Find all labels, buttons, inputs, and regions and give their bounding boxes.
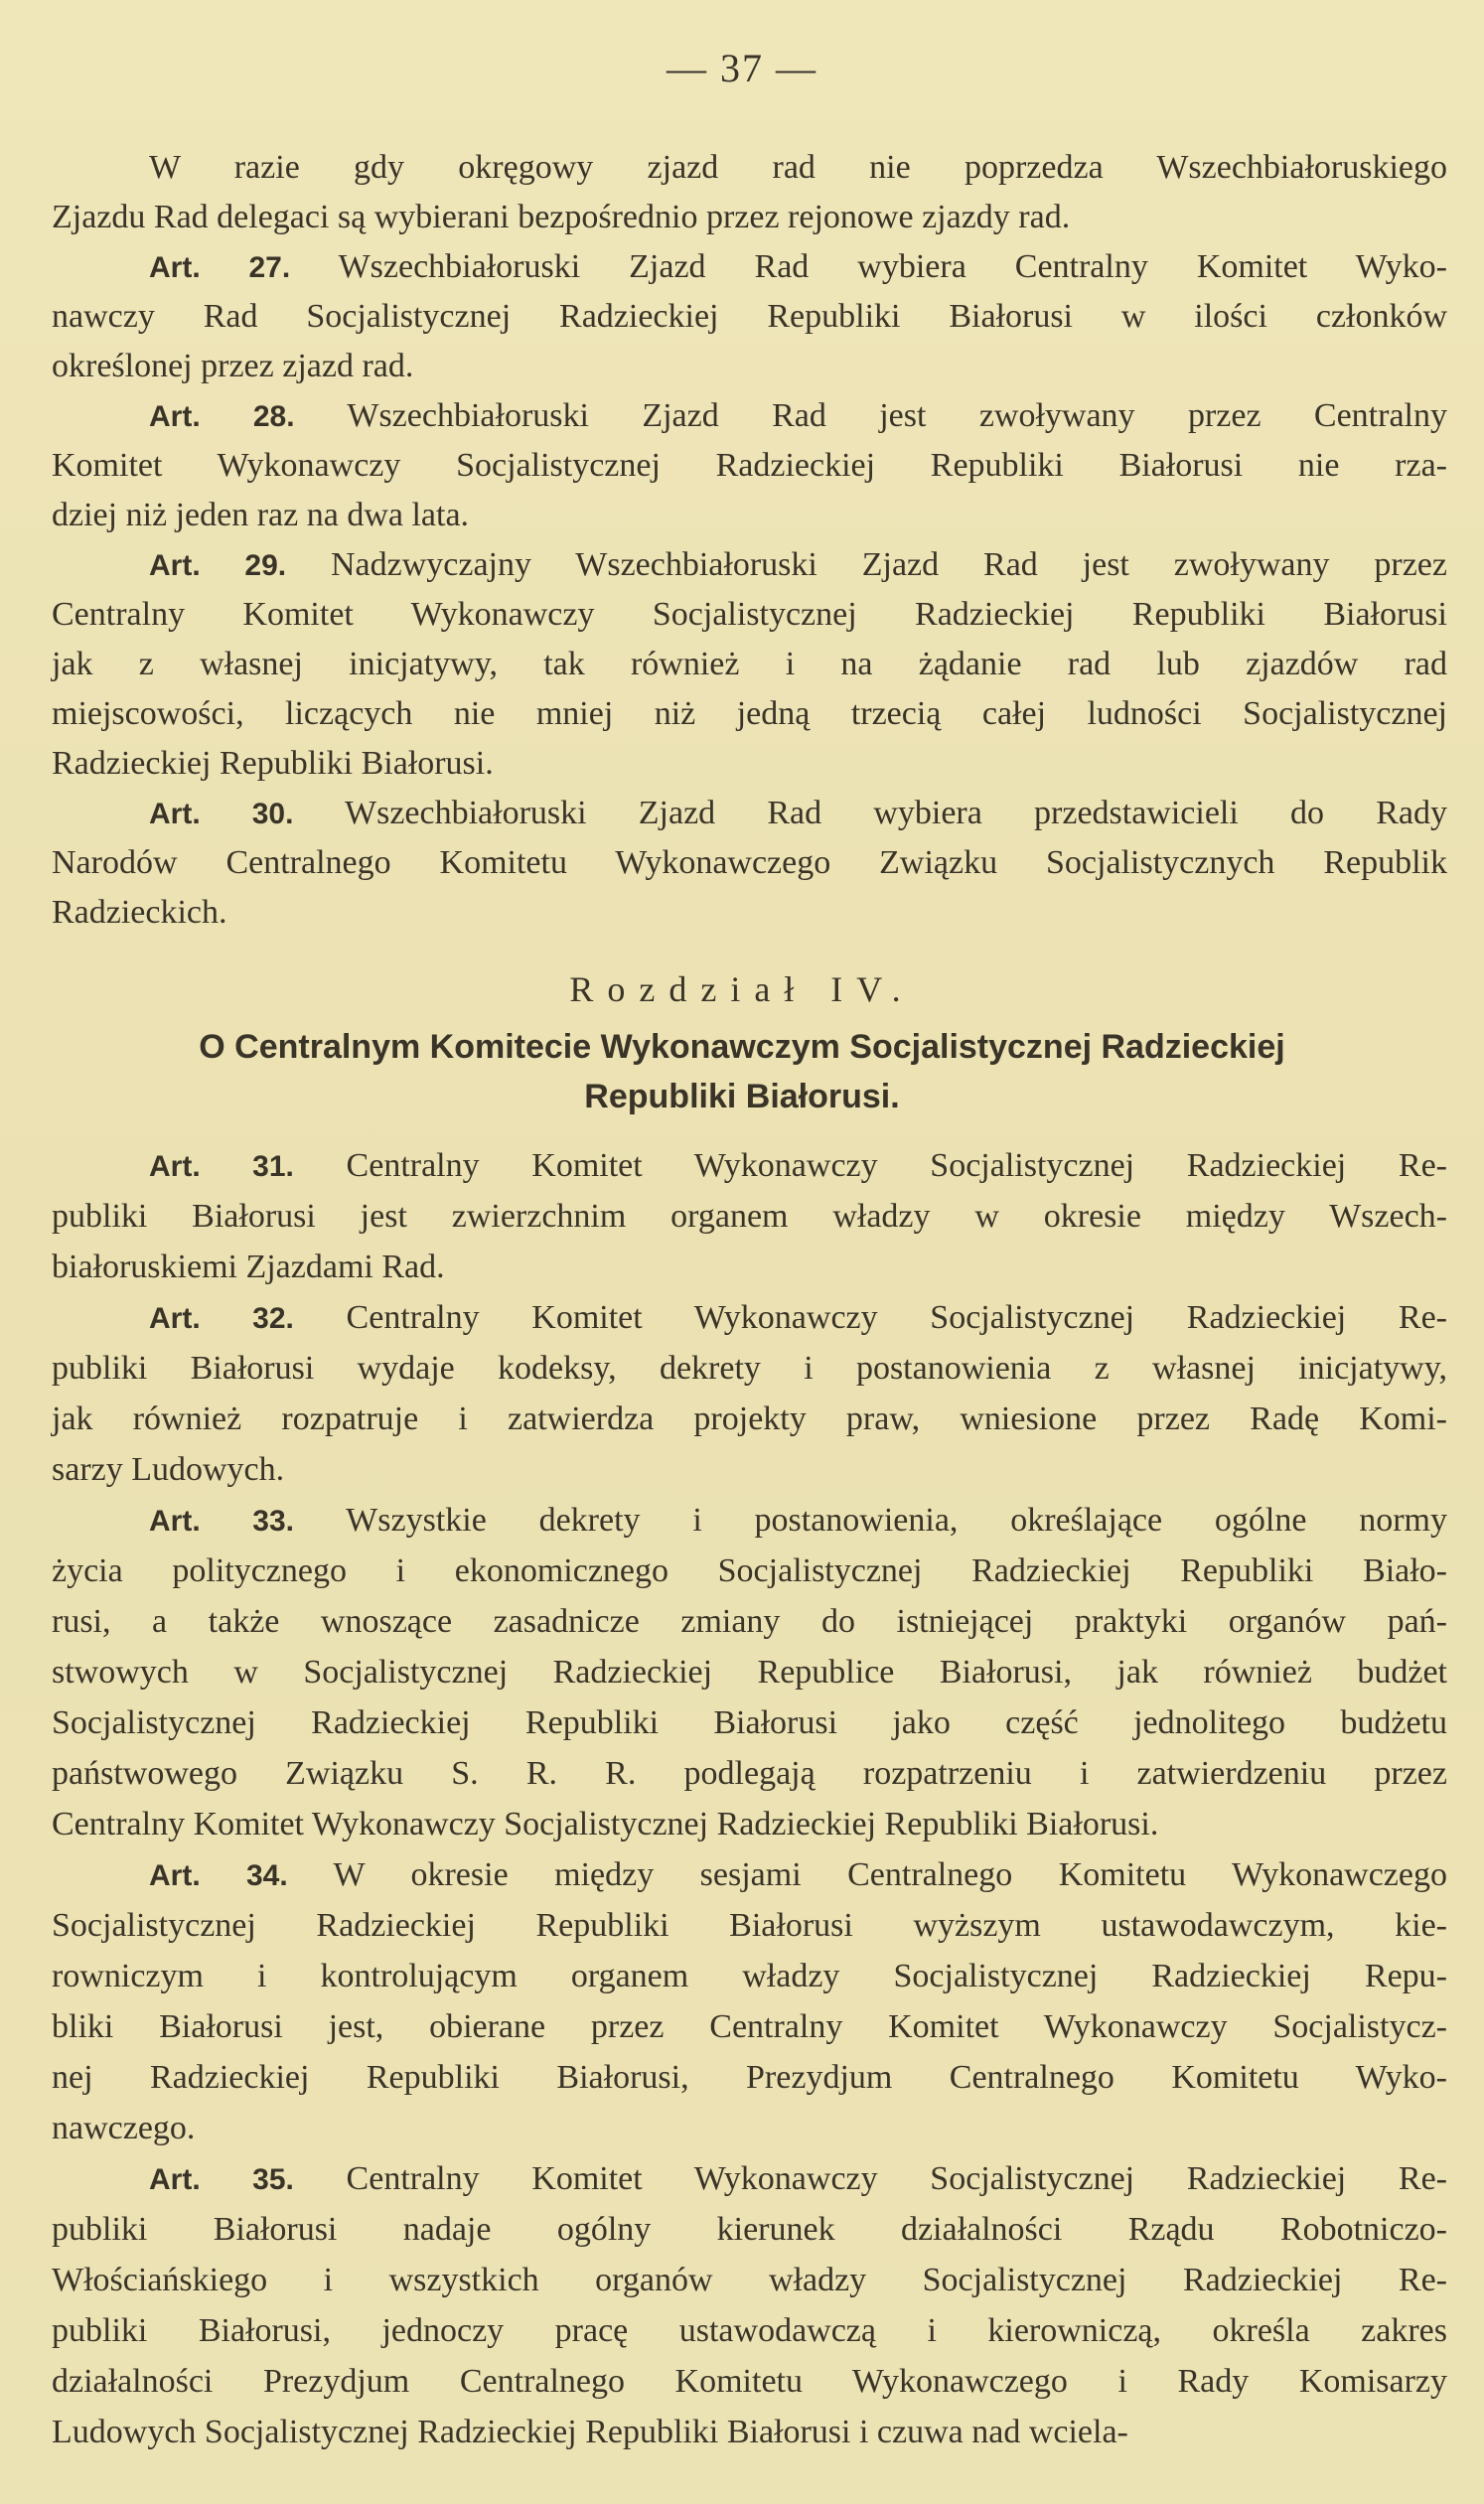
text-line — [52, 1750, 1447, 1798]
line-text: bliki Białorusi jest, obierane przez Centralny Komitet Wykonawczy Socjalistycz- — [52, 2008, 1447, 2045]
line-text: miejscowości, liczących nie mniej niż jedną trzecią całej ludności Socjalistycznej — [52, 695, 1447, 732]
text-line — [149, 790, 1447, 837]
line-text: Wszechbiałoruski Zjazd Rad wybiera przedstawicieli do Rady — [345, 795, 1447, 831]
article-number: Art. 34. — [149, 1859, 288, 1892]
text-line — [52, 492, 1447, 539]
line-text: Narodów Centralnego Komitetu Wykonawczego Związku Socjalistycznych Republik — [52, 844, 1447, 881]
line-text: Socjalistycznej Radzieckiej Republiki Białorusi jako część jednolitego budżetu — [52, 1704, 1447, 1741]
line-text: życia politycznego i ekonomicznego Socjalistycznej Radzieckiej Republiki Biało- — [52, 1552, 1447, 1589]
text-line — [149, 144, 1447, 192]
text-line — [52, 1801, 1447, 1848]
article-number: Art. 32. — [149, 1302, 294, 1335]
text-line — [149, 243, 1447, 291]
text-line — [52, 1699, 1447, 1747]
line-text: stwowych w Socjalistycznej Radzieckiej Republice Białorusi, jak również budżet — [52, 1654, 1447, 1691]
text-line — [52, 1446, 1447, 1494]
article-number: Art. 28. — [149, 400, 295, 433]
text-line — [52, 839, 1447, 887]
line-text: Radzieckich. — [52, 894, 227, 931]
line-text: Socjalistycznej Radzieckiej Republiki Białorusi wyższym ustawodawczym, kie- — [52, 1907, 1447, 1944]
line-text: publiki Białorusi wydaje kodeksy, dekrety i postanowienia z własnej inicjatywy, — [52, 1350, 1447, 1387]
text-line — [149, 2155, 1447, 2203]
text-line — [52, 2054, 1447, 2102]
line-text: Komitet Wykonawczy Socjalistycznej Radzieckiej Republiki Białorusi nie rza- — [52, 447, 1447, 484]
text-line — [149, 1142, 1447, 1190]
article-number: Art. 33. — [149, 1505, 294, 1538]
line-text: państwowego Związku S. R. R. podlegają rozpatrzeniu i zatwierdzeniu przez — [52, 1755, 1447, 1792]
chapter-title-line: Republiki Białorusi. — [584, 1078, 900, 1115]
text-line — [52, 2257, 1447, 2304]
text-line — [52, 1193, 1447, 1241]
line-text: sarzy Ludowych. — [52, 1451, 285, 1488]
text-line — [149, 541, 1447, 589]
chapter-title-line: O Centralnym Komitecie Wykonawczym Socjalistycznej Radzieckiej — [199, 1028, 1285, 1066]
text-line — [52, 2003, 1447, 2051]
line-text: Centralny Komitet Wykonawczy Socjalistycznej Radzieckiej Re- — [346, 1147, 1448, 1184]
line-text: dziej niż jeden raz na dwa lata. — [52, 497, 470, 533]
text-line — [52, 1547, 1447, 1595]
text-line — [52, 1345, 1447, 1393]
text-line — [149, 1851, 1447, 1899]
text-line — [52, 1902, 1447, 1950]
text-line — [52, 1244, 1447, 1291]
line-text: określonej przez zjazd rad. — [52, 348, 414, 384]
text-line — [52, 2409, 1447, 2456]
line-text: Centralny Komitet Wykonawczy Socjalistycznej Radzieckiej Republiki Białorusi — [52, 596, 1447, 633]
line-text: nawczy Rad Socjalistycznej Radzieckiej Republiki Białorusi w ilości członków — [52, 298, 1447, 335]
line-text: jak z własnej inicjatywy, tak również i na żądanie rad lub zjazdów rad — [52, 646, 1447, 682]
article-number: Art. 29. — [149, 549, 287, 582]
chapter-label: Rozdział IV. — [569, 969, 915, 1009]
text-line — [52, 293, 1447, 341]
page-number: — 37 — — [667, 46, 817, 90]
line-text: Wszechbiałoruski Zjazd Rad wybiera Centralny Komitet Wyko- — [338, 248, 1447, 285]
line-text: działalności Prezydjum Centralnego Komitetu Wykonawczego i Rady Komisarzy — [52, 2363, 1447, 2400]
text-line — [52, 591, 1447, 639]
line-text: Włościańskiego i wszystkich organów władzy Socjalistycznej Radzieckiej Re- — [52, 2262, 1447, 2298]
text-line — [52, 2358, 1447, 2406]
line-text: publiki Białorusi, jednoczy pracę ustawodawczą i kierowniczą, określa zakres — [52, 2312, 1447, 2349]
text-line — [52, 2307, 1447, 2355]
text-line — [52, 1649, 1447, 1696]
text-line — [52, 343, 1447, 390]
line-text: Zjazdu Rad delegaci są wybierani bezpośrednio przez rejonowe zjazdy rad. — [52, 199, 1071, 235]
text-line — [52, 1396, 1447, 1443]
text-line — [52, 2105, 1447, 2152]
text-line — [52, 1953, 1447, 2000]
line-text: publiki Białorusi jest zwierzchnim organem władzy w okresie między Wszech- — [52, 1198, 1447, 1235]
text-line — [149, 1294, 1447, 1342]
text-line — [52, 641, 1447, 688]
line-text: Nadzwyczajny Wszechbiałoruski Zjazd Rad jest zwoływany przez — [330, 546, 1447, 583]
text-line — [52, 2206, 1447, 2254]
article-number: Art. 27. — [149, 251, 291, 284]
line-text: jak również rozpatruje i zatwierdza projekty praw, wniesione przez Radę Komi- — [52, 1400, 1447, 1437]
line-text: Centralny Komitet Wykonawczy Socjalistycznej Radzieckiej Re- — [346, 1299, 1448, 1336]
line-text: nawczego. — [52, 2110, 196, 2146]
text-line — [149, 1497, 1447, 1545]
line-text: W okresie między sesjami Centralnego Komitetu Wykonawczego — [333, 1856, 1447, 1893]
text-line — [52, 690, 1447, 738]
article-number: Art. 31. — [149, 1150, 294, 1183]
line-text: Wszystkie dekrety i postanowienia, określające ogólne normy — [346, 1502, 1447, 1539]
text-line — [149, 392, 1447, 440]
line-text: Centralny Komitet Wykonawczy Socjalistycznej Radzieckiej Re- — [346, 2160, 1448, 2197]
article-number: Art. 35. — [149, 2163, 294, 2196]
text-line — [52, 194, 1447, 241]
line-text: Radzieckiej Republiki Białorusi. — [52, 745, 494, 782]
line-text: rowniczym i kontrolującym organem władzy Socjalistycznej Radzieckiej Repu- — [52, 1958, 1447, 1994]
text-line — [52, 740, 1447, 788]
line-text: rusi, a także wnoszące zasadnicze zmiany do istniejącej praktyki organów pań- — [52, 1603, 1447, 1640]
line-text: Ludowych Socjalistycznej Radzieckiej Republiki Białorusi i czuwa nad wciela- — [52, 2414, 1128, 2450]
line-text: W razie gdy okręgowy zjazd rad nie poprzedza Wszechbiałoruskiego — [149, 149, 1447, 186]
line-text: nej Radzieckiej Republiki Białorusi, Prezydjum Centralnego Komitetu Wyko- — [52, 2059, 1447, 2096]
line-text: publiki Białorusi nadaje ogólny kierunek działalności Rządu Robotniczo- — [52, 2211, 1447, 2248]
article-number: Art. 30. — [149, 798, 294, 830]
text-line — [52, 1598, 1447, 1646]
line-text: Wszechbiałoruski Zjazd Rad jest zwoływany przez Centralny — [347, 397, 1447, 434]
text-line — [52, 889, 1447, 937]
line-text: Centralny Komitet Wykonawczy Socjalistycznej Radzieckiej Republiki Białorusi. — [52, 1806, 1159, 1842]
line-text: białoruskiemi Zjazdami Rad. — [52, 1249, 445, 1285]
text-line — [52, 442, 1447, 490]
